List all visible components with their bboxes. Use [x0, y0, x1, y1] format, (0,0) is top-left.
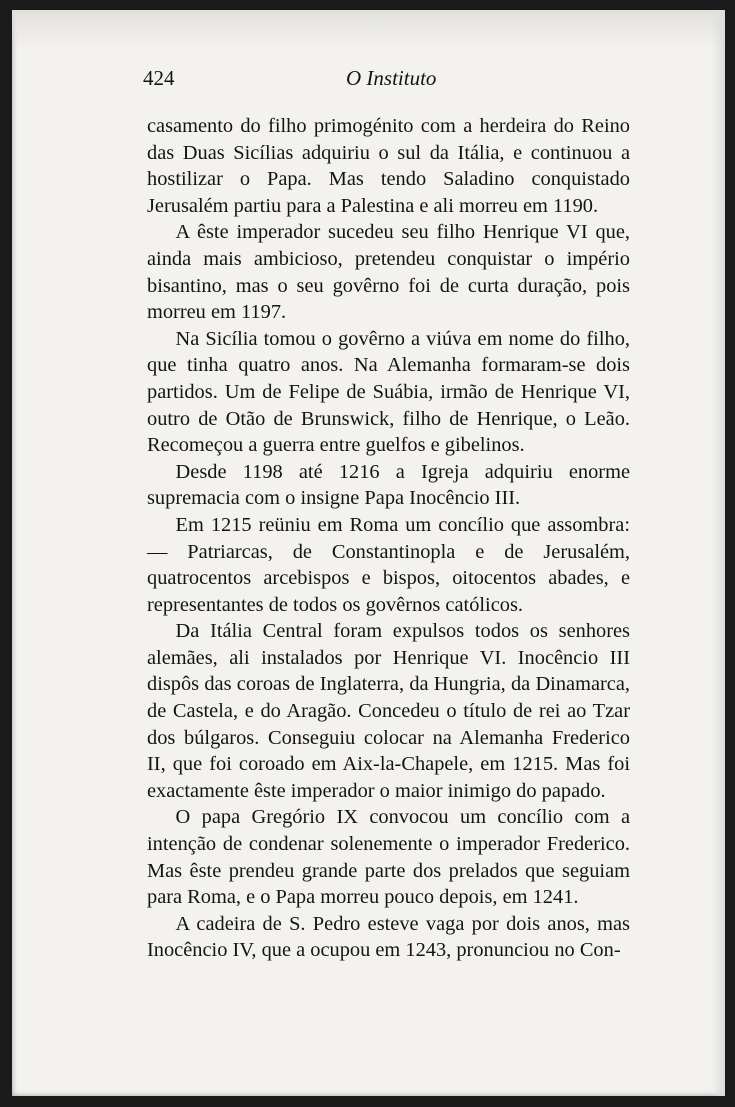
paragraph: Desde 1198 até 1216 a Igreja adquiriu enorme supremacia com o insigne Papa Inocêncio III. [147, 460, 630, 510]
running-title: O Instituto [346, 66, 437, 90]
body-text [147, 113, 630, 964]
page-header [143, 66, 623, 92]
paragraph: A cadeira de S. Pedro esteve vaga por dois anos, mas Inocêncio IV, que a ocupou em 1243, pronunciou no Con- [147, 912, 630, 962]
scan-shadow-top [12, 10, 725, 50]
paragraph: Em 1215 reüniu em Roma um concílio que assombra: — Patriarcas, de Constantinopla e de Jerusalém, quatrocentos arcebispos e bispos, oitocentos abades, e representantes de todos os govêrnos católicos. [147, 513, 630, 616]
paragraph: casamento do filho primogénito com a herdeira do Reino das Duas Sicílias adquiriu o sul da Itália, e continuou a hostilizar o Papa. Mas tendo Saladino conquistado Jerusalém partiu para a Palestina e ali morreu em 1190. [147, 115, 630, 217]
paragraph: Da Itália Central foram expulsos todos os senhores alemães, ali instalados por Henrique VI. Inocêncio III dispôs das coroas de Inglaterra, da Hungria, da Dinamarca, de Castela, e do Aragão. Concedeu o título de rei ao Tzar dos búlgaros. Conseguiu colocar na Alemanha Frederico II, que foi coroado em Aix-la-Chapele, em 1215. Mas foi exactamente êste imperador o maior inimigo do papado. [147, 620, 630, 802]
paragraph: Na Sicília tomou o govêrno a viúva em nome do filho, que tinha quatro anos. Na Alemanha formaram-se dois partidos. Um de Felipe de Suábia, irmão de Henrique VI, outro de Otão de Brunswick, filho de Henrique, o Leão. Recomeçou a guerra entre guelfos e gibelinos. [147, 327, 630, 457]
scan-shadow-right [711, 10, 725, 1096]
page-number: 424 [143, 66, 175, 90]
paragraph: A êste imperador sucedeu seu filho Henrique VI que, ainda mais ambicioso, pretendeu conquistar o império bisantino, mas o seu govêrno foi de curta duração, pois morreu em 1197. [147, 221, 630, 324]
paragraph: O papa Gregório IX convocou um concílio com a intenção de condenar solenemente o imperador Frederico. Mas êste prendeu grande parte dos prelados que seguiam para Roma, e o Papa morreu pouco depois, em 1241. [147, 806, 630, 909]
